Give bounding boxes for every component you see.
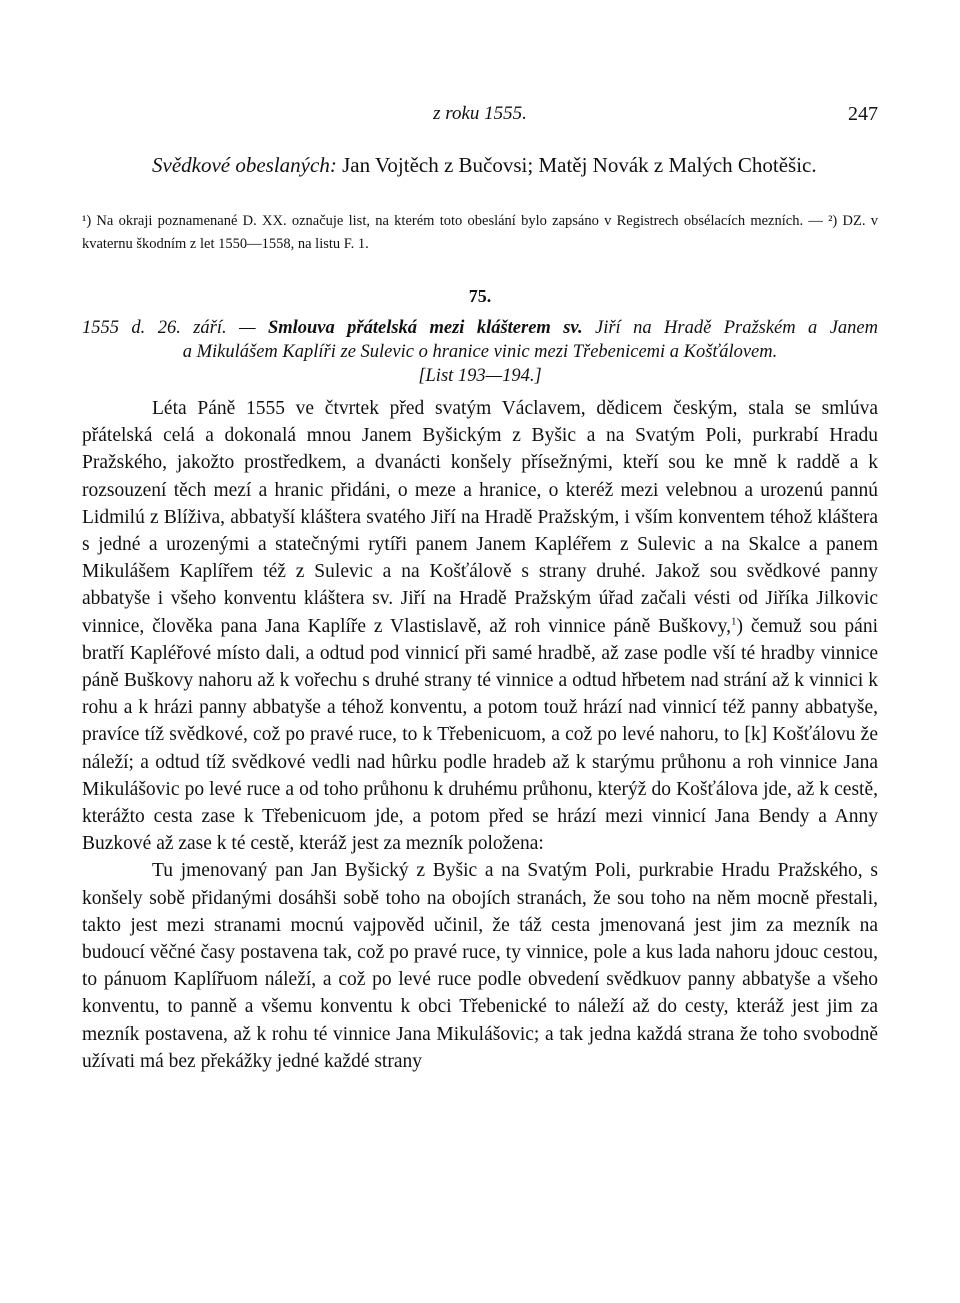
witnesses-text: Jan Vojtěch z Bučovsi; Matěj Novák z Malých Chotěšic. [336,153,817,177]
body-text [82,395,878,1075]
running-title: z roku 1555. [433,103,527,124]
footnote-ref: 1 [731,615,737,628]
document-date: 1555 d. 26. září. — [82,318,256,338]
heading-line-2: a Mikulášem Kaplíři ze Sulevic o hranice vinic mezi Třebenicemi a Košťálovem. [182,342,778,362]
paragraph-1-part-a: Léta Páně 1555 ve čtvrtek před svatým Václavem, dědicem českým, stala se smlúva přátelská celá a dokonalá mnou Janem Byšickým z Byšic a na Svatým Poli, purkrabí Hradu Pražského, jakožto prostředkem, a dvanácti konšely přísežnými, kteří sou ke mně k raddě a k rozsouzení těch mezí a hranic přidáni, o meze a hranice, o kteréž mezi velebnou a urozenú pannú Lidmilú z Blíživa, abbatyší kláštera svatého Jiří na Hradě Pražským, i vším konventem téhož kláštera s jedné a urozenými a statečnými rytíři panem Janem Kapléřem z Sulevic a na Skalce a panem Mikulášem Kaplířem též z Sulevic a na Košťálově s strany druhé. Jakož sou svědkové panny abbatyše i všeho konventu kláštera sv. Jiří na Hradě Pražským úřad začali vésti od Jiříka Jilkovic vinnice, člověka pana Jana Kaplíře z Vlastislavě, až roh vinnice páně Buškovy, [82,398,878,637]
heading-title-rest: Jiří na Hradě Pražském a Janem [595,318,878,338]
document-number: 75. [468,286,492,306]
witnesses-paragraph [82,150,878,180]
heading-line-1 [82,316,878,340]
document-heading [82,316,878,388]
page-number: 247 [848,103,878,125]
heading-source: [List 193—194.] [418,366,542,386]
running-head [82,103,878,133]
paragraph-1-part-b: ) čemuž sou páni bratří Kapléřové místo dali, a odtud pod vinnicí při samé hradbě, až zase podle vší té hradby vinnice páně Buškovy nahoru až k vořechu s druhé strany té vinnice a odtud hřbetem nad strání až k vinnici k rohu a k hrázi panny abbatyše a téhož konventu, a potom touž hrází nad vinnicí též panny abbatyše, pravíce tíž svědkové, což po pravé ruce, to k Třebenicuom, a což po levé nahoru, to [k] Košťálovu že náleží; a odtud tíž svědkové vedli nad hûrku podle hradeb až k starýmu průhonu a roh vinnice Jana Mikulášovic po levé ruce a od toho průhonu k druhému průhonu, kterýž do Košťálova jde, až k cestě, kterážto cesta zase k Třebenicuom jde, a potom před se hrází mezi vinnicí Jana Bendy a Anny Buzkové až zase k té cestě, kteráž jest za mezník položena: [82,615,878,855]
witnesses-lead: Svědkové obeslaných: [152,153,337,177]
footnotes: ¹) Na okraji poznamenané D. XX. označuje list, na kterém toto obeslání bylo zapsáno v Registrech obsélacích mezních. — ²) DZ. v kvaternu škodním z let 1550—1558, na listu F. 1. [82,213,878,252]
body-paragraph-1 [82,395,878,857]
heading-title-bold: Smlouva přátelská mezi klášterem sv. [267,318,583,338]
body-paragraph-2: Tu jmenovaný pan Jan Byšický z Byšic a na Svatým Poli, purkrabie Hradu Pražského, s konšely sobě přidanými dosáhši sobě toho na obojích stranách, že sou toho na něm mocně přestali, takto jest mezi stranami mocnú vajpověd učinil, že táž cesta jmenovaná jest jim za mezník na budoucí věčné časy postavena tak, což po pravé ruce, ty vinnice, pole a kus lada nahoru jdouc cestou, to pánuom Kaplířuom náleží, a což po levé ruce podle obvedení svědkuov panny abbatyše a všeho konventu, to panně a všemu konventu k obci Třebenické to náleží až do cesty, kteráž jest jim za mezník postavena, až k rohu té vinnice Jana Mikulášovic; a tak jedna každá strana že toho svobodně užívati má bez překážky jedné každé strany [82,860,878,1072]
